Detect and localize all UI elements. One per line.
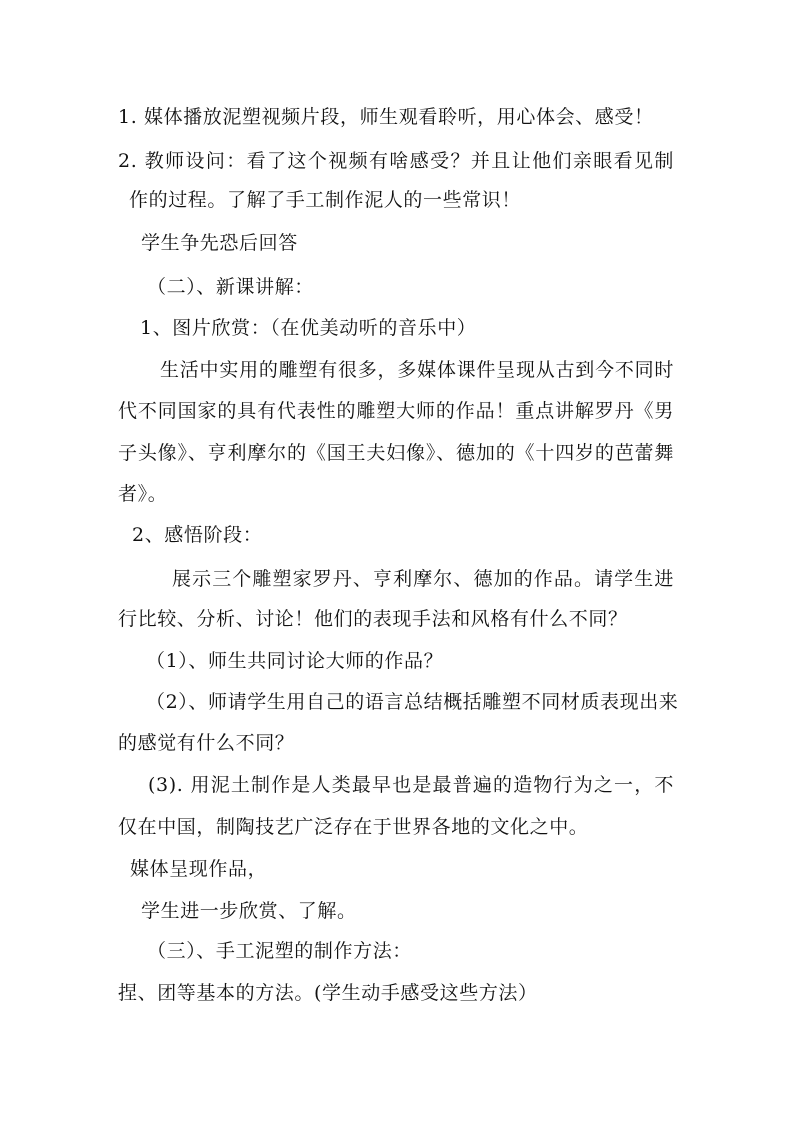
text-line-19: 媒体呈现作品， [130, 858, 268, 880]
text-line-4: 学生争先恐后回答 [141, 232, 298, 254]
text-line-8: 代不同国家的具有代表性的雕塑大师的作品！重点讲解罗丹《男 [118, 400, 674, 422]
section-heading-2: （二）、新课讲解： [147, 276, 314, 298]
subheading-perception-stage: 2、感悟阶段： [132, 524, 263, 546]
text-line-20: 学生进一步欣赏、了解。 [141, 900, 357, 922]
text-line-9: 子头像》、亨利摩尔的《国王夫妇像》、德加的《十四岁的芭蕾舞 [118, 442, 674, 464]
text-line-16: 的感觉有什么不同？ [118, 732, 295, 754]
text-line-13: 行比较、分析、讨论！他们的表现手法和风格有什么不同？ [118, 608, 628, 630]
text-line-14: （1）、师生共同讨论大师的作品？ [146, 650, 444, 672]
text-line-15: （2）、师请学生用自己的语言总结概括雕塑不同材质表现出来 [146, 691, 679, 713]
text-line-12: 展示三个雕塑家罗丹、亨利摩尔、德加的作品。请学生进 [172, 568, 674, 590]
text-line-22: 捏、团等基本的方法。(学生动手感受这些方法） [118, 982, 538, 1004]
text-line-1: 1. 媒体播放泥塑视频片段，师生观看聆听，用心体会、感受！ [118, 106, 654, 128]
text-line-18: 仅在中国，制陶技艺广泛存在于世界各地的文化之中。 [118, 816, 589, 838]
text-line-10: 者》。 [118, 483, 168, 505]
section-heading-3: （三）、手工泥塑的制作方法： [147, 940, 412, 962]
text-line-17: (3). 用泥土制作是人类最早也是最普遍的造物行为之一，不 [148, 774, 674, 796]
subheading-picture-appreciation: 1、图片欣赏：（在优美动听的音乐中） [140, 317, 477, 339]
text-line-2: 2. 教师设问：看了这个视频有啥感受？并且让他们亲眼看见制 [118, 150, 674, 172]
text-line-3: 作的过程。了解了手工制作泥人的一些常识！ [129, 189, 522, 211]
text-line-7: 生活中实用的雕塑有很多，多媒体课件呈现从古到今不同时 [160, 359, 674, 381]
